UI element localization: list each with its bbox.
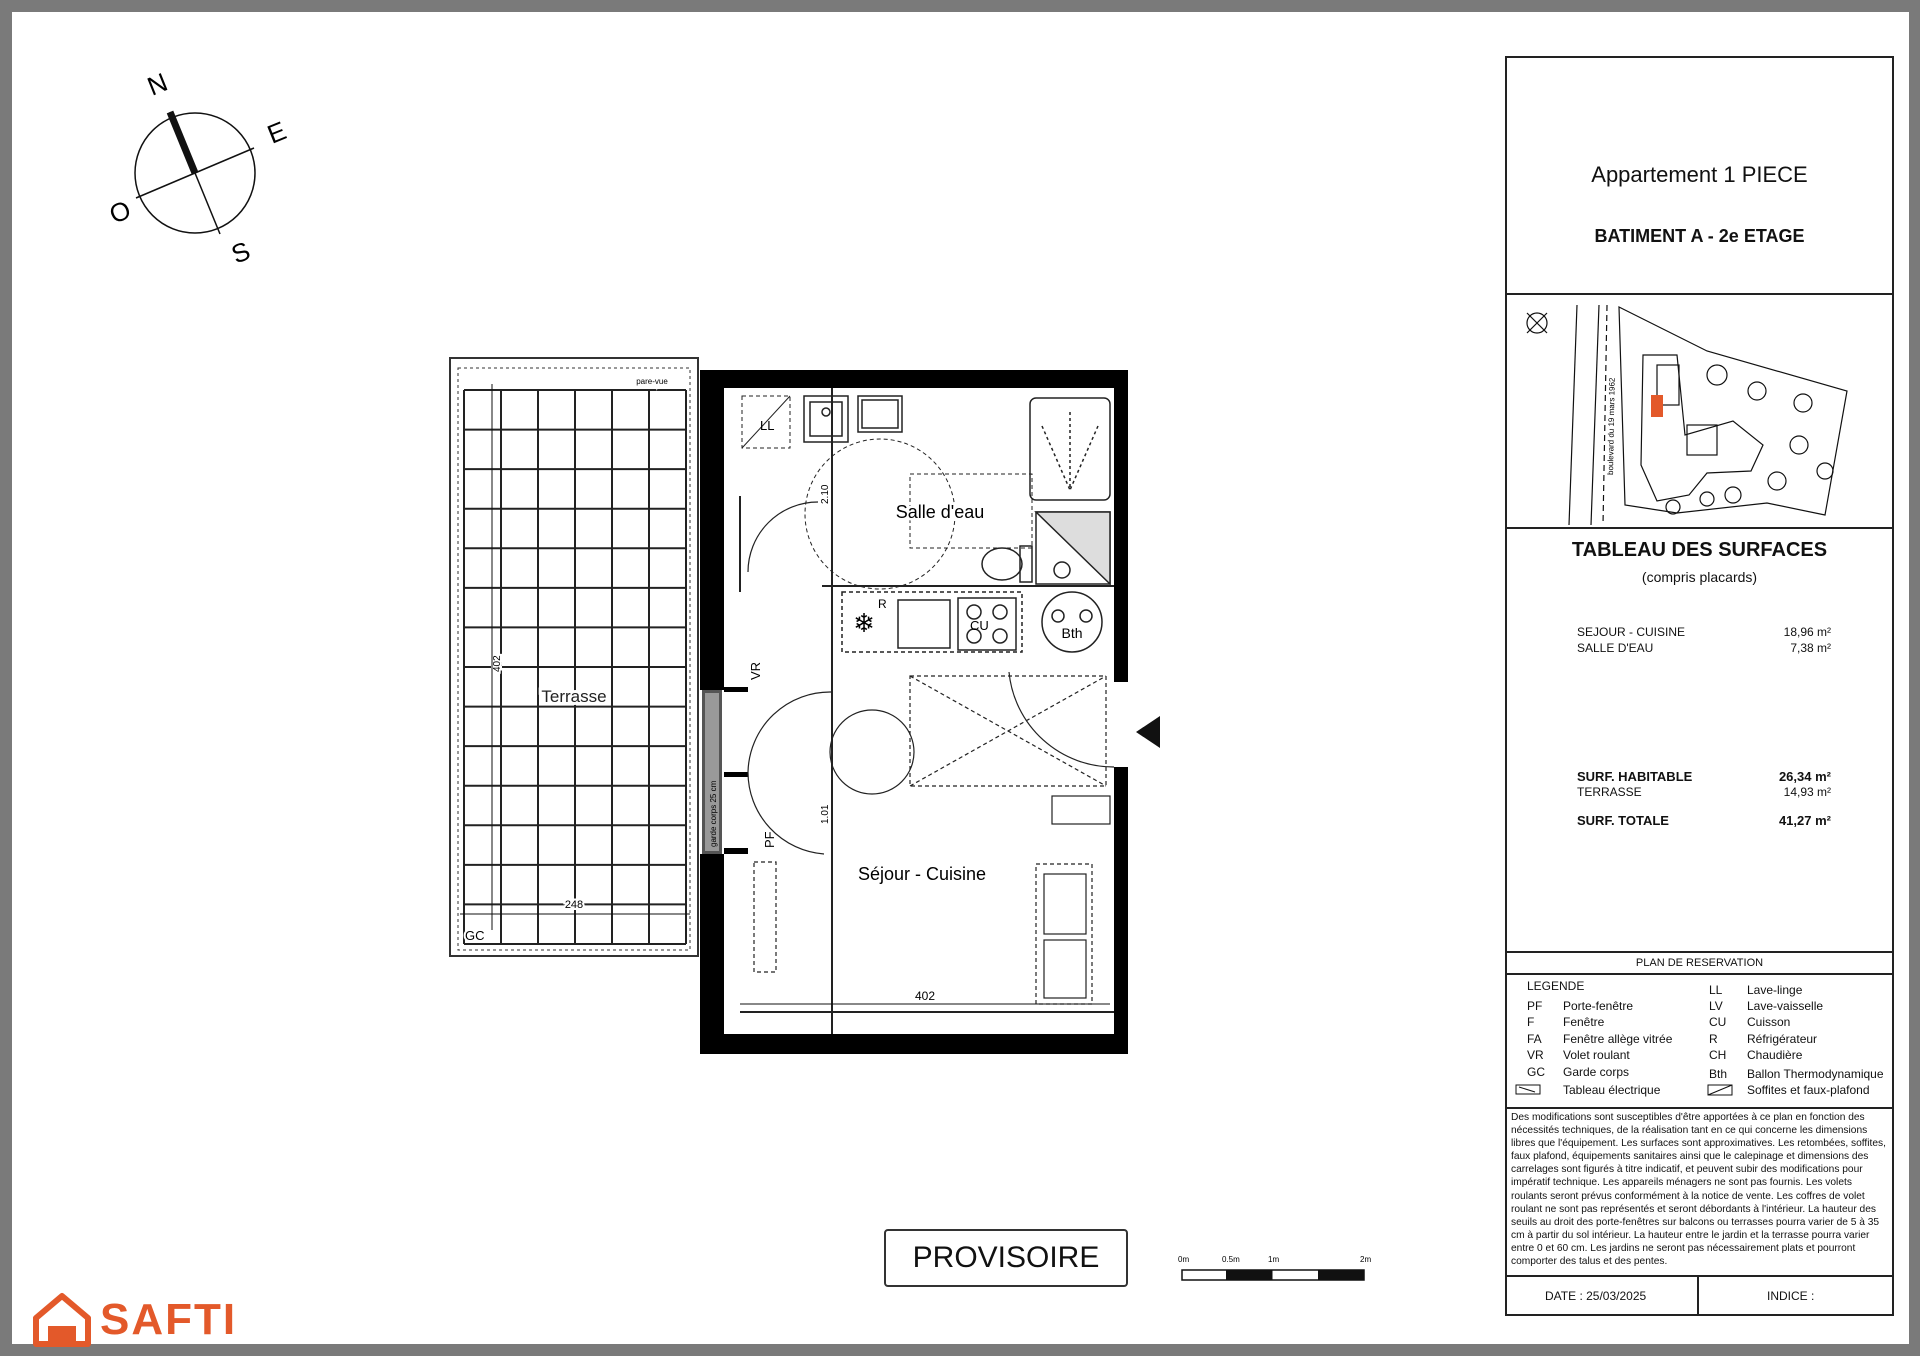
r-code: R: [878, 597, 887, 611]
date-box: [1507, 1277, 1892, 1314]
site-plan-map: [1507, 295, 1887, 525]
passage-dim: 1.01: [820, 804, 831, 824]
legend-code: F: [1527, 1015, 1535, 1029]
apartment-location-marker: [1651, 395, 1663, 417]
pf-code: PF: [762, 831, 777, 848]
site-plan-box: [1507, 295, 1892, 529]
compass-s-label: S: [227, 235, 255, 270]
legend-code: CH: [1709, 1048, 1727, 1062]
legend-label: Chaudière: [1747, 1048, 1803, 1062]
surfaces-table: [1507, 529, 1892, 953]
legend-heading: LEGENDE: [1527, 979, 1585, 993]
surface-row-value: 18,96 m²: [1783, 625, 1831, 639]
soffit-icon: [1707, 1084, 1735, 1097]
compass-n-label: N: [143, 66, 172, 102]
legend-code: R: [1709, 1032, 1718, 1046]
scale-label: 0m: [1178, 1255, 1190, 1264]
legend-label: Lave-linge: [1747, 983, 1803, 997]
legend-code: Bth: [1709, 1067, 1728, 1081]
plan-sheet: [12, 12, 1909, 1344]
disclaimer-text: Des modifications sont susceptibles d'être apportées à ce plan en fonction des nécessités techniques, de la réalisation tant en ce qui concerne les dimensions libres que l'équipement. Les surfaces sont approximatives. Les retombées, soffites, faux plafond, équipements sanitaires ainsi que le calepinage et dimensions des carrelages sont figurés à titre indicatif, et peuvent subir des modifications pour impératif technique. Les appareils ménagers ne sont pas fournis. Les volets roulants seront prévus conformément à la notice de vente. Les coffres de volet roulant ne sont pas représentés et seront débordants à l'intérieur. La hauteur des seuils au droit des porte-fenêtres sur balcons ou terrasses pourra varier de 5 à 35 cm à partir du sol intérieur. La hauteur entre le jardin et la terrasse pourra varier entre 0 et 60 cm. Les jardins ne seront pas nécessairement plats et pourront comporter des talus et des pentes.: [1511, 1112, 1886, 1268]
provisional-stamp: PROVISOIRE: [884, 1229, 1128, 1287]
scale-label: 2m: [1360, 1255, 1372, 1264]
legend-label: Fenêtre allège vitrée: [1563, 1032, 1673, 1046]
legend-code: FA: [1527, 1032, 1542, 1046]
compass-rose: [135, 112, 255, 234]
legend-code: PF: [1527, 999, 1543, 1013]
legend-label: Ballon Thermodynamique: [1747, 1067, 1884, 1081]
electrical-panel-icon: [1515, 1084, 1543, 1096]
legend-code: VR: [1527, 1048, 1544, 1062]
total-label: SURF. TOTALE: [1577, 813, 1669, 828]
title-block-panel: [1505, 56, 1894, 1316]
street-label: boulevard du 19 mars 1962: [1606, 377, 1617, 476]
surfaces-subheading: (compris placards): [1641, 569, 1758, 585]
reservation-title-box: [1507, 953, 1892, 975]
scale-label: 1m: [1268, 1255, 1280, 1264]
vr-code: VR: [748, 661, 763, 680]
apartment-title: Appartement 1 PIECE: [1591, 162, 1808, 187]
date-value: DATE : 25/03/2025: [1545, 1289, 1647, 1303]
terrace-surface-label: TERRASSE: [1577, 785, 1642, 799]
indice-label: INDICE :: [1767, 1289, 1815, 1303]
surfaces-heading: TABLEAU DES SURFACES: [1571, 539, 1828, 561]
habitable-value: 26,34 m²: [1778, 769, 1831, 784]
terrace-height-dim: 402: [492, 655, 503, 672]
surface-row-label: SALLE D'EAU: [1577, 641, 1654, 655]
living-width-dim: 402: [914, 989, 936, 1003]
surface-row-value: 7,38 m²: [1790, 641, 1831, 655]
legend-label: Porte-fenêtre: [1563, 999, 1634, 1013]
floor-plan-drawing: [12, 12, 1462, 1344]
legend-label: Réfrigérateur: [1747, 1032, 1818, 1046]
compass-o-label: O: [105, 194, 136, 230]
legend-label: Soffites et faux-plafond: [1747, 1083, 1870, 1097]
scale-bar: [1178, 1255, 1371, 1280]
legend-code: LL: [1709, 983, 1723, 997]
house-logo-icon: [30, 1292, 94, 1348]
disclaimer-box: [1507, 1109, 1892, 1277]
terrace-surface-value: 14,93 m²: [1783, 785, 1831, 799]
bth-code: Bth: [1061, 625, 1083, 641]
guardrail-note: garde corps 25 cm: [709, 780, 718, 847]
legend-code: CU: [1709, 1015, 1727, 1029]
reservation-title: PLAN DE RESERVATION: [1635, 957, 1764, 969]
title-box: [1507, 58, 1892, 295]
ll-code: LL: [760, 418, 775, 433]
apartment-walls: [700, 370, 1128, 1054]
legend-code: GC: [1527, 1065, 1545, 1079]
bath-height-dim: 2.10: [820, 484, 831, 504]
brand-logo: [30, 1292, 237, 1348]
terrace-area: [450, 358, 698, 956]
terrace-width-dim: 248: [564, 899, 584, 911]
view-screen-note: pare-vue: [636, 377, 668, 386]
habitable-label: SURF. HABITABLE: [1577, 769, 1693, 784]
legend-label: Volet roulant: [1563, 1048, 1630, 1062]
legend-box: [1507, 975, 1892, 1109]
legend-label: Cuisson: [1747, 1015, 1791, 1029]
bathroom-label: Salle d'eau: [895, 502, 985, 522]
snowflake-icon: ❄: [853, 608, 875, 638]
legend-label: Lave-vaisselle: [1747, 999, 1824, 1013]
entrance-arrow: [1136, 716, 1160, 748]
terrace-label: Terrasse: [541, 687, 607, 706]
total-value: 41,27 m²: [1778, 813, 1831, 828]
legend-label: Garde corps: [1563, 1065, 1630, 1079]
legend-code: LV: [1709, 999, 1723, 1013]
compass-e-label: E: [263, 115, 291, 150]
brand-name: SAFTI: [100, 1295, 238, 1344]
legend-label: Tableau électrique: [1563, 1083, 1661, 1097]
surface-row-label: SEJOUR - CUISINE: [1577, 625, 1686, 639]
cu-code: CU: [970, 618, 989, 633]
scale-label: 0.5m: [1222, 1255, 1240, 1264]
gc-code: GC: [465, 928, 485, 943]
living-label: Séjour - Cuisine: [857, 864, 987, 884]
building-floor: BATIMENT A - 2e ETAGE: [1594, 226, 1805, 246]
legend-label: Fenêtre: [1563, 1015, 1605, 1029]
